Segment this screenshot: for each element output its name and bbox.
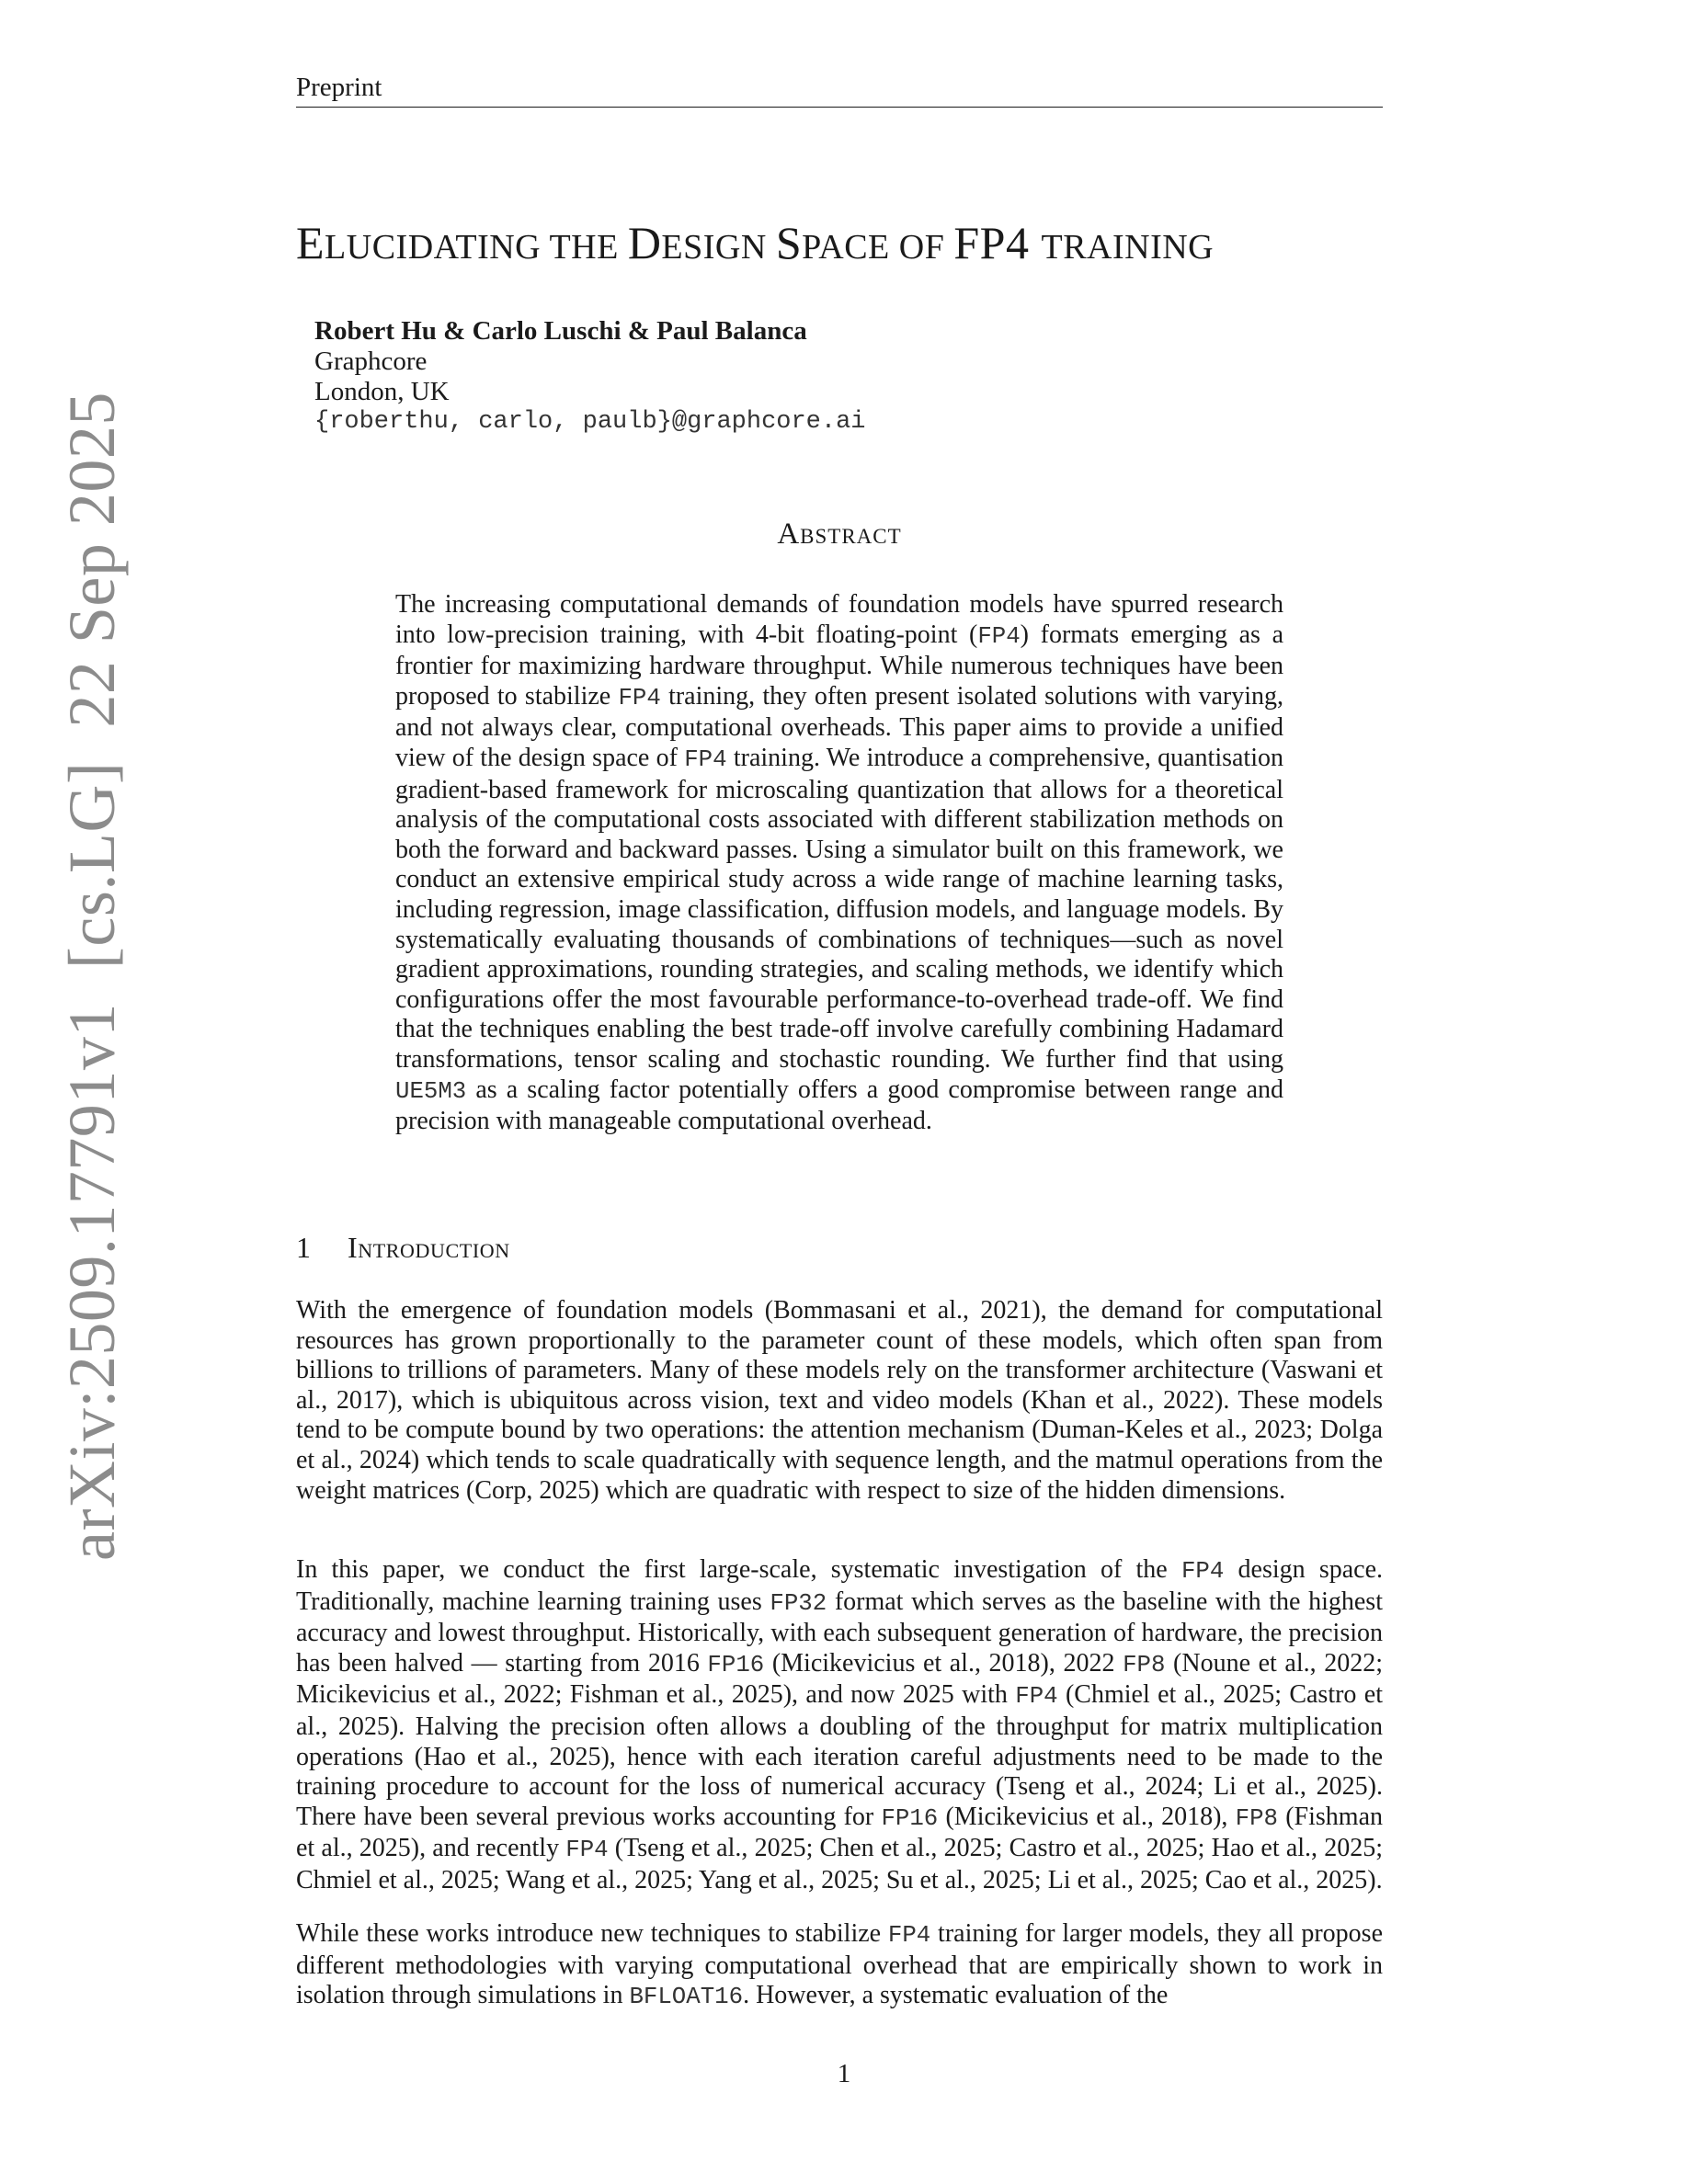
fp16-term: FP16	[707, 1651, 765, 1678]
author-affiliation: Graphcore	[314, 347, 428, 376]
intro-paragraph-1: With the emergence of foundation models (Bommasani et al., 2021), the demand for computational resources has grown proportionally to the parameter count of these models, which often span from billions to trillions of parameters. Many of these models rely on the transformer architecture (Vaswani et al., 2017), which is ubiquitous across vision, text and video models (Khan et al., 2022). These models tend to be compute bound by two operations: the attention mechanism (Duman-Keles et al., 2023; Dolga et al., 2024) which tends to scale quadratically with sequence length, and the matmul operations from the weight matrices (Corp, 2025) which are quadratic with respect to size of the hidden dimensions.	[296, 1296, 1383, 1505]
intro-p2-text: (Noune et al., 2022; Micikevicius et al., 2022; Fishman et al., 2025), and now 2025 with	[296, 1648, 1383, 1710]
intro-p2-text: (Chmiel et al., 2025; Castro et al., 2025). Halving the precision often allows a doubling of the throughput for matrix multiplication operations (Hao et al., 2025), hence with each iteration careful adjustments need to be made to the training procedure to account for the loss of numerical accuracy (Tseng et al., 2024; Li et al., 2025). There have been several previous works accounting for	[296, 1680, 1383, 1831]
intro-paragraph-2	[296, 1555, 1383, 1896]
fp32-term: FP32	[770, 1589, 827, 1617]
fp16-term: FP16	[881, 1804, 939, 1832]
page-number: 1	[837, 2059, 851, 2088]
intro-p3-text: While these works introduce new techniques to stabilize	[296, 1919, 888, 1948]
author-emails[interactable]: {roberthu, carlo, paulb}@graphcore.ai	[314, 408, 866, 436]
title-smallcaps-3: PACE OF	[802, 228, 954, 267]
title-cap-d: D	[627, 217, 662, 268]
author-block	[314, 316, 866, 438]
abstract-heading: Abstract	[777, 518, 902, 551]
author-location: London, UK	[314, 377, 450, 406]
intro-p3-text: training for larger models, they all propose different methodologies with varying computational overhead that are empirically shown to work in isolation through simulations in	[296, 1919, 1383, 2010]
intro-p2-text: (Micikevicius et al., 2018), 2022	[764, 1648, 1123, 1678]
abstract-text-3: training, they often present isolated solutions with varying, and not always clear, computational overheads. This paper aims to provide a unified view of the design space of	[395, 681, 1283, 772]
paper-title	[296, 213, 1399, 277]
abstract-fp4-term: FP4	[977, 622, 1021, 650]
intro-p3-text: . However, a systematic evaluation of the	[743, 1981, 1169, 2010]
arxiv-identifier-stamp[interactable]: arXiv:2509.17791v1 [cs.LG] 22 Sep 2025	[55, 392, 129, 1561]
intro-p2-text: (Micikevicius et al., 2018),	[938, 1802, 1236, 1831]
abstract-fp4-term: FP4	[618, 684, 661, 711]
abstract-text-4: training. We introduce a comprehensive, quantisation gradient-based framework for microscaling quantization that allows for a theoretical analysis of the computational costs associated with different stabilization methods on both the forward and backward passes. Using a simulator built on this framework, we conduct an extensive empirical study across a wide range of machine learning tasks, including regression, image classification, diffusion models, and language models. By systematically evaluating thousands of combinations of techniques—such as novel gradient approximations, rounding strategies, and scaling methods, we identify which configurations offer the most favourable performance-to-overhead trade-off. We find that the techniques enabling the best trade-off involve carefully combining Hadamard transformations, tensor scaling and stochastic rounding. We further find that using	[395, 743, 1283, 1074]
running-title: Preprint	[296, 73, 382, 102]
section-heading-introduction	[296, 1230, 510, 1265]
running-header	[296, 72, 1383, 108]
abstract-ue5m3-term: UE5M3	[395, 1077, 467, 1105]
fp8-term: FP8	[1123, 1651, 1166, 1678]
intro-paragraph-3	[296, 1919, 1383, 2013]
abstract-body	[395, 590, 1283, 1137]
title-cap-e: E	[296, 217, 325, 268]
abstract-fp4-term: FP4	[684, 745, 727, 773]
fp4-term: FP4	[1015, 1683, 1058, 1711]
fp4-term: FP4	[565, 1837, 609, 1864]
fp8-term: FP8	[1235, 1804, 1278, 1832]
fp4-term: FP4	[1180, 1558, 1225, 1585]
intro-p2-text: format which serves as the baseline with the highest accuracy and lowest throughput. Historically, with each subsequent generation of hardware, the precision has been halved — starting from 2016	[296, 1587, 1383, 1678]
title-fp4: FP4	[953, 217, 1042, 268]
fp4-term: FP4	[887, 1922, 931, 1949]
intro-p2-text: (Tseng et al., 2025; Chen et al., 2025; Castro et al., 2025; Hao et al., 2025; Chmiel et al., 2025; Wang et al., 2025; Yang et al., 2025; Su et al., 2025; Li et al., 2025; Cao et al., 2025).	[296, 1834, 1383, 1894]
title-smallcaps-4: TRAINING	[1041, 228, 1215, 267]
abstract-text-1: The increasing computational demands of foundation models have spurred research into low-precision training, with 4-bit floating-point (	[395, 590, 1283, 649]
section-title: Introduction	[348, 1231, 510, 1264]
title-smallcaps-1: LUCIDATING THE	[325, 228, 628, 267]
intro-p2-text: (Fishman et al., 2025), and recently	[296, 1802, 1384, 1863]
bfloat16-term: BFLOAT16	[629, 1984, 744, 2011]
title-cap-s: S	[775, 217, 803, 268]
title-smallcaps-2: ESIGN	[661, 228, 776, 267]
intro-p2-text: In this paper, we conduct the first large-scale, systematic investigation of the	[296, 1555, 1181, 1584]
abstract-text-5: as a scaling factor potentially offers a good compromise between range and precision with manageable computational overhead.	[395, 1075, 1283, 1136]
abstract-text-2: ) formats emerging as a frontier for maximizing hardware throughput. While numerous techniques have been proposed to stabilize	[395, 620, 1283, 711]
intro-p2-text: design space. Traditionally, machine learning training uses	[296, 1555, 1383, 1616]
section-number: 1	[296, 1231, 312, 1264]
author-names: Robert Hu & Carlo Luschi & Paul Balanca	[314, 316, 807, 346]
